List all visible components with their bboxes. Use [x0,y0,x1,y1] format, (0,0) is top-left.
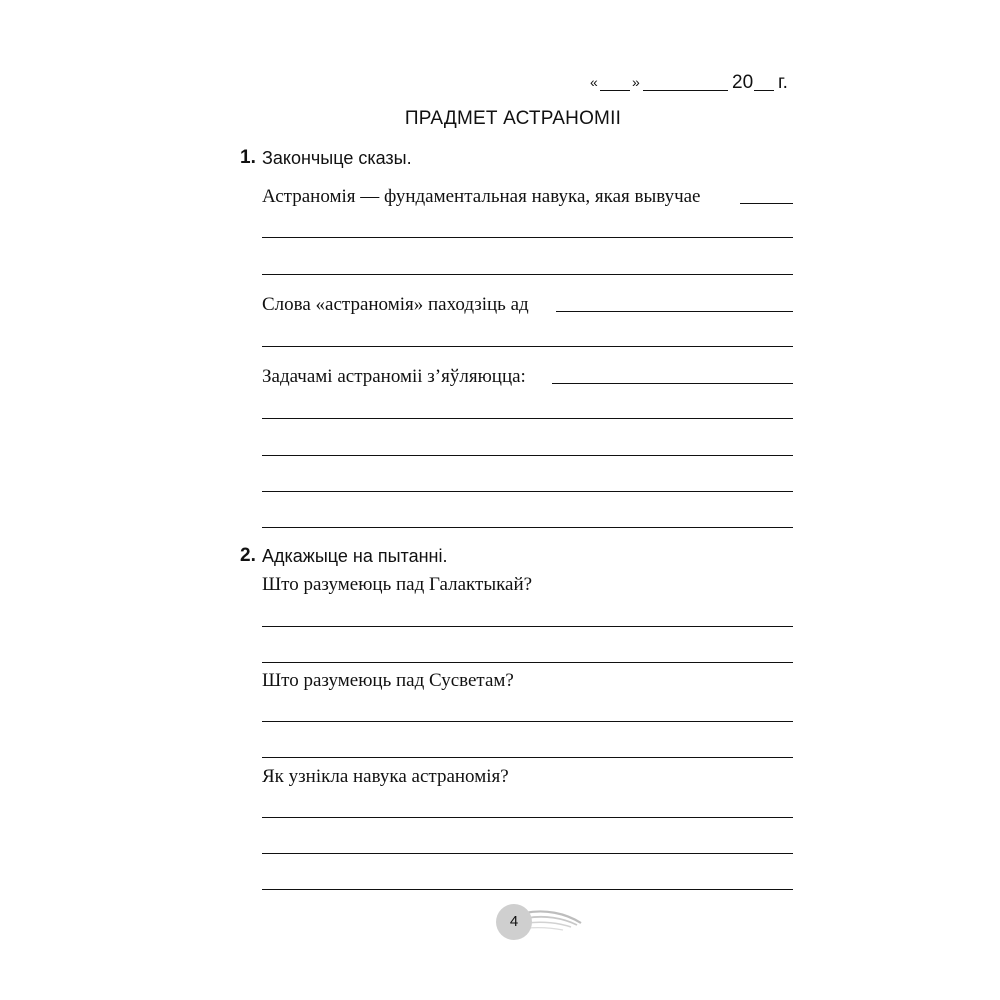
answer-line[interactable] [262,889,793,890]
task-2-number: 2. [240,545,256,566]
answer-line[interactable] [262,237,793,238]
year-suffix: г. [778,72,788,93]
answer-line[interactable] [262,491,793,492]
page-title: ПРАДМЕТ АСТРАНОМІІ [404,108,622,129]
task-1-number: 1. [240,147,256,168]
task-2-instruction: Адкажыце на пытанні. [262,546,448,566]
quote-open: « [590,74,598,90]
answer-line[interactable] [262,527,793,528]
answer-line[interactable] [262,757,793,758]
answer-line[interactable] [262,817,793,818]
quote-close: » [632,74,640,90]
answer-line[interactable] [262,455,793,456]
answer-line[interactable] [262,662,793,663]
answer-line[interactable] [262,626,793,627]
answer-line[interactable] [552,383,793,384]
answer-line[interactable] [262,418,793,419]
day-blank[interactable] [600,90,630,91]
answer-line[interactable] [262,721,793,722]
page-number: 4 [496,904,532,940]
answer-line[interactable] [262,274,793,275]
answer-line[interactable] [262,346,793,347]
month-blank[interactable] [643,90,728,91]
sentence-3: Задачамі астраноміі з’яўляюцца: [262,366,526,387]
answer-line[interactable] [740,203,793,204]
year-blank[interactable] [754,90,774,91]
task-1-instruction: Закончыце сказы. [262,148,412,168]
date-field [590,72,800,94]
sentence-1: Астраномія — фундаментальная навука, якая вывучае [262,186,701,207]
sentence-2: Слова «астраномія» паходзіць ад [262,294,529,315]
answer-line[interactable] [556,311,793,312]
question-3: Як узнікла навука астраномія? [262,766,509,787]
question-2: Што разумеюць пад Сусветам? [262,670,514,691]
answer-line[interactable] [262,853,793,854]
question-1: Што разумеюць пад Галактыкай? [262,574,533,595]
year-prefix: 20 [732,72,754,93]
